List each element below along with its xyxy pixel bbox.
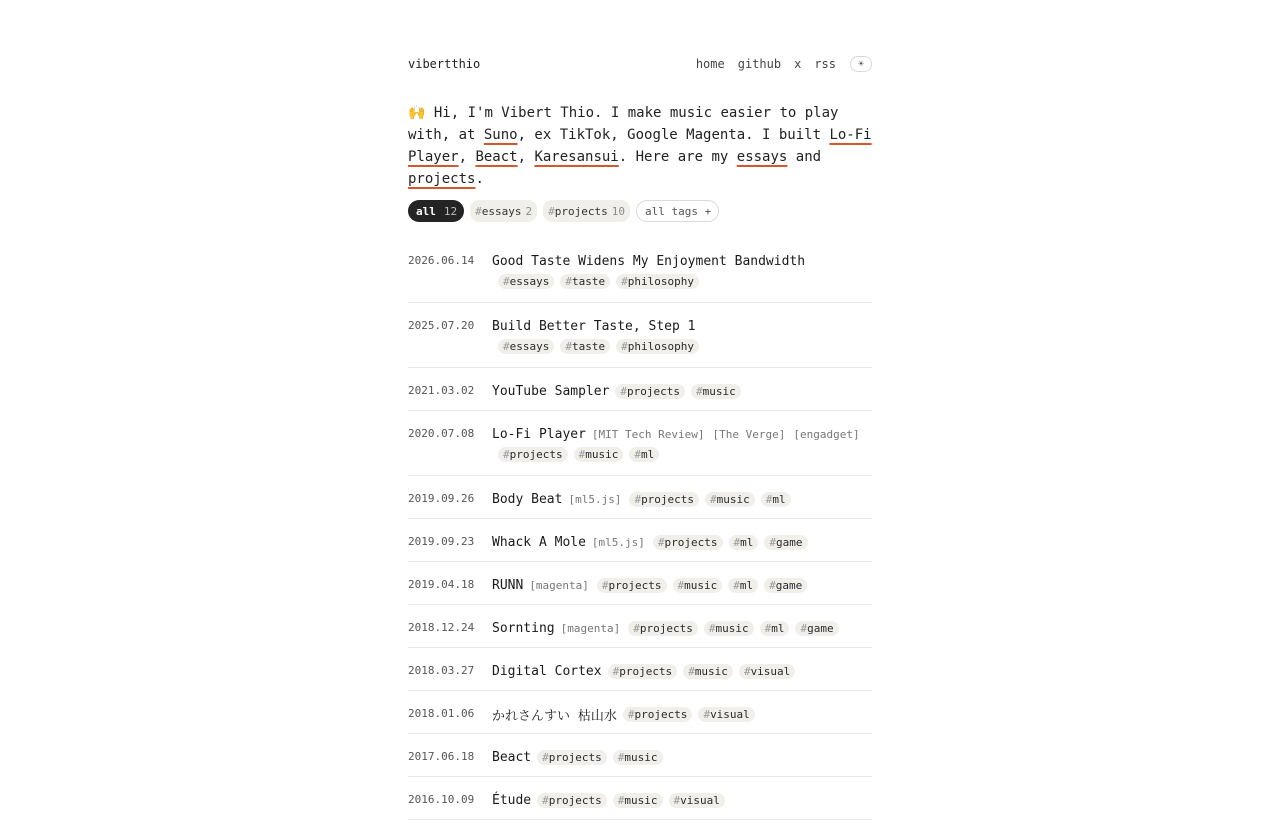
tag-projects[interactable]	[498, 447, 568, 462]
hash-symbol: #	[634, 448, 641, 461]
hash-symbol: #	[565, 340, 572, 353]
hash-symbol: #	[733, 535, 741, 549]
post-row	[408, 519, 872, 562]
tag-label: ml	[740, 535, 754, 549]
link-suno[interactable]: Suno	[483, 127, 518, 143]
tag-filters	[408, 200, 725, 222]
post-content	[492, 705, 872, 723]
tag-label: projects	[548, 750, 602, 764]
hash-symbol: #	[548, 204, 555, 218]
post-list	[408, 238, 872, 820]
tag-ml[interactable]	[729, 535, 759, 550]
tag-music[interactable]	[683, 664, 733, 679]
tag-label: ml	[739, 578, 754, 592]
hash-symbol: #	[708, 621, 716, 635]
hash-symbol: #	[733, 578, 740, 592]
tag-projects[interactable]	[608, 664, 678, 679]
tag-music[interactable]	[613, 793, 663, 808]
post-row	[408, 562, 872, 605]
tag-label: music	[702, 384, 736, 398]
main-nav	[683, 56, 872, 72]
tag-visual[interactable]	[698, 707, 754, 722]
raised-hands-icon: 🙌	[408, 105, 426, 121]
post-title-line	[492, 533, 872, 551]
post-date: 2018.01.06	[408, 707, 475, 720]
tag-label: game	[807, 621, 834, 635]
tag-game[interactable]	[764, 535, 807, 550]
theme-toggle-button[interactable]	[850, 56, 872, 72]
tag-label: visual	[710, 707, 750, 721]
intro-segment: ,	[458, 149, 476, 165]
hash-symbol: #	[633, 621, 640, 635]
tag-label: philosophy	[627, 275, 694, 288]
tag-label: projects	[664, 535, 718, 549]
filter-essays[interactable]	[470, 200, 537, 222]
hash-symbol: #	[620, 384, 628, 398]
tag-label: ml	[771, 621, 785, 635]
post-title-line	[492, 791, 872, 809]
post-content	[492, 662, 872, 680]
intro-segment: Hi, I'm Vibert Thio. I make music easier to play with, at	[408, 105, 839, 143]
post-date: 2025.07.20	[408, 319, 475, 332]
tag-ml[interactable]	[629, 447, 659, 462]
hash-symbol: #	[617, 793, 625, 807]
tag-taste[interactable]	[560, 274, 610, 289]
hash-symbol: #	[769, 535, 777, 549]
post-date: 2026.06.14	[408, 254, 475, 267]
post-title-line	[492, 576, 872, 594]
hash-symbol: #	[542, 793, 549, 807]
post-content	[492, 425, 872, 462]
tag-label: philosophy	[627, 340, 694, 353]
post-title-line	[492, 619, 872, 637]
tag-label: music	[624, 793, 658, 807]
hash-symbol: #	[696, 384, 703, 398]
tag-label: visual	[750, 664, 791, 678]
tag-label: projects	[509, 448, 563, 461]
post-title-line	[492, 705, 872, 723]
post-title-link[interactable]: かれさんすい 枯山水	[492, 708, 617, 724]
post-title-link[interactable]: Good Taste Widens My Enjoyment Bandwidth	[492, 253, 806, 269]
hash-symbol: #	[800, 621, 808, 635]
tag-label: taste	[572, 340, 606, 353]
hash-symbol: #	[503, 275, 510, 288]
tag-music[interactable]	[691, 384, 741, 399]
tag-label: taste	[572, 275, 606, 288]
tag-projects[interactable]	[597, 578, 667, 593]
post-title-line	[492, 317, 872, 335]
link-beact[interactable]: Beact	[475, 149, 518, 165]
post-source-link[interactable]: [MIT Tech Review]	[591, 427, 705, 441]
post-title-link[interactable]: Digital Cortex	[492, 663, 602, 679]
intro-segment: and	[787, 149, 822, 165]
post-title-link[interactable]: Sornting	[492, 620, 555, 636]
sun-icon: ☀	[857, 58, 865, 70]
intro-segment: . Here are my	[618, 149, 737, 165]
hash-symbol: #	[627, 707, 635, 721]
post-content	[492, 317, 872, 354]
tag-projects[interactable]	[628, 621, 698, 636]
all-tags-button[interactable]: all tags +	[636, 200, 719, 222]
post-content	[492, 533, 872, 551]
post-title-link[interactable]: Étude	[492, 792, 532, 808]
intro-segment: .	[475, 171, 484, 187]
intro-text	[408, 102, 878, 190]
hash-symbol: #	[677, 578, 685, 592]
tag-game[interactable]	[795, 621, 838, 636]
post-date: 2016.10.09	[408, 793, 475, 806]
tag-philosophy[interactable]	[616, 274, 699, 289]
post-content	[492, 382, 872, 400]
filter-label: essays	[481, 204, 522, 218]
post-title-link[interactable]: Body Beat	[492, 491, 563, 507]
hash-symbol: #	[542, 750, 549, 764]
hash-symbol: #	[769, 578, 776, 592]
hash-symbol: #	[688, 664, 695, 678]
hash-symbol: #	[673, 793, 681, 807]
intro-segment: ,	[517, 149, 535, 165]
tag-label: music	[694, 664, 728, 678]
post-date: 2019.09.26	[408, 492, 475, 505]
tag-label: projects	[619, 664, 673, 678]
post-row	[408, 734, 872, 777]
post-date: 2019.09.23	[408, 535, 475, 548]
tag-ml[interactable]	[728, 578, 758, 593]
nav-rss[interactable]: rss	[814, 57, 836, 71]
hash-symbol: #	[578, 448, 586, 461]
post-row	[408, 691, 872, 734]
post-row	[408, 605, 872, 648]
tag-music[interactable]	[574, 447, 624, 462]
post-date: 2017.06.18	[408, 750, 475, 763]
tag-label: game	[775, 578, 803, 592]
post-row	[408, 368, 872, 411]
hash-symbol: #	[503, 448, 510, 461]
tag-label: projects	[641, 492, 695, 506]
hash-symbol: #	[612, 664, 620, 678]
tag-label: essays	[509, 275, 550, 288]
link-essays[interactable]: essays	[736, 149, 788, 165]
hash-symbol: #	[503, 340, 510, 353]
tag-music[interactable]	[705, 492, 755, 507]
tag-label: music	[585, 448, 619, 461]
intro-segment: , ex TikTok, Google Magenta. I built	[517, 127, 830, 143]
post-title-line	[492, 662, 872, 680]
site-brand[interactable]: vibertthio	[408, 57, 481, 71]
hash-symbol: #	[634, 492, 642, 506]
filter-label: projects	[554, 204, 608, 218]
tag-label: projects	[634, 707, 688, 721]
post-content	[492, 791, 872, 809]
tag-projects[interactable]	[653, 535, 723, 550]
hash-symbol: #	[601, 578, 609, 592]
tag-label: game	[776, 535, 803, 549]
nav-github[interactable]: github	[737, 57, 782, 71]
tag-music[interactable]	[673, 578, 723, 593]
link-projects[interactable]: projects	[408, 171, 476, 187]
tag-label: visual	[680, 793, 720, 807]
hash-symbol: #	[621, 275, 628, 288]
hash-symbol: #	[703, 707, 711, 721]
tag-projects[interactable]	[629, 492, 699, 507]
post-content	[492, 252, 872, 289]
tag-taste[interactable]	[560, 339, 610, 354]
post-title-line	[492, 252, 872, 270]
tag-game[interactable]	[764, 578, 807, 593]
filter-all[interactable]	[408, 200, 464, 222]
tag-label: music	[716, 492, 750, 506]
tag-projects[interactable]	[537, 750, 607, 765]
post-source-link[interactable]: [engadget]	[793, 427, 860, 441]
tag-label: essays	[509, 340, 550, 353]
tag-visual[interactable]	[739, 664, 795, 679]
post-source-link[interactable]: [ml5.js]	[591, 535, 645, 549]
post-date: 2018.12.24	[408, 621, 475, 634]
hash-symbol: #	[565, 275, 572, 288]
post-content	[492, 619, 872, 637]
post-row	[408, 648, 872, 691]
post-title-link[interactable]: Build Better Taste, Step 1	[492, 318, 696, 334]
tag-label: ml	[772, 492, 786, 506]
post-source-link[interactable]: [magenta]	[560, 621, 621, 635]
hash-symbol: #	[621, 340, 628, 353]
post-tags	[498, 339, 872, 354]
post-title-line	[492, 425, 872, 443]
filter-label: all	[416, 204, 436, 218]
filter-count: 10	[611, 204, 625, 218]
tag-ml[interactable]	[760, 621, 790, 636]
post-row	[408, 303, 872, 368]
post-row	[408, 476, 872, 519]
tag-projects[interactable]	[537, 793, 607, 808]
tag-label: music	[715, 621, 749, 635]
post-title-link[interactable]: Beact	[492, 749, 532, 765]
post-date: 2020.07.08	[408, 427, 475, 440]
post-tags	[498, 274, 872, 289]
post-date: 2018.03.27	[408, 664, 475, 677]
tag-projects[interactable]	[615, 384, 685, 399]
hash-symbol: #	[743, 664, 751, 678]
tag-essays[interactable]	[498, 274, 554, 289]
filter-count: 12	[443, 204, 458, 218]
header	[408, 56, 872, 74]
post-title-link[interactable]: Lo-Fi Player	[492, 426, 586, 442]
tag-label: music	[624, 750, 658, 764]
post-title-line	[492, 748, 872, 766]
post-date: 2021.03.02	[408, 384, 475, 397]
post-title-link[interactable]: RUNN	[492, 577, 524, 593]
hash-symbol: #	[764, 621, 772, 635]
link-karesansui[interactable]: Karesansui	[534, 149, 619, 165]
nav-home[interactable]: home	[695, 57, 725, 71]
tag-essays[interactable]	[498, 339, 554, 354]
post-content	[492, 748, 872, 766]
tag-philosophy[interactable]	[616, 339, 699, 354]
nav-x[interactable]: x	[794, 57, 802, 71]
post-source-link[interactable]: [The Verge]	[712, 427, 786, 441]
tag-label: music	[684, 578, 718, 592]
post-content	[492, 576, 872, 594]
post-title-line	[492, 490, 872, 508]
tag-label: projects	[608, 578, 662, 592]
post-row	[408, 777, 872, 820]
post-content	[492, 490, 872, 508]
tag-label: ml	[640, 448, 655, 461]
hash-symbol: #	[657, 535, 665, 549]
link-lofi-player[interactable]: Lo-Fi Player	[408, 127, 872, 165]
tag-label: projects	[639, 621, 693, 635]
hash-symbol: #	[710, 492, 717, 506]
filter-projects[interactable]	[543, 200, 630, 222]
post-source-link[interactable]: [magenta]	[529, 578, 589, 592]
hash-symbol: #	[617, 750, 625, 764]
tag-ml[interactable]	[761, 492, 791, 507]
filter-count: 2	[525, 204, 533, 218]
post-date: 2019.04.18	[408, 578, 475, 591]
post-title-link[interactable]: YouTube Sampler	[492, 383, 610, 399]
post-row	[408, 411, 872, 476]
tag-projects[interactable]	[623, 707, 693, 722]
tag-music[interactable]	[704, 621, 754, 636]
tag-label: projects	[548, 793, 602, 807]
tag-music[interactable]	[613, 750, 663, 765]
post-title-link[interactable]: Whack A Mole	[492, 534, 586, 550]
hash-symbol: #	[475, 204, 482, 218]
post-title-line	[492, 382, 872, 400]
post-tags	[498, 447, 872, 462]
post-source-link[interactable]: [ml5.js]	[568, 492, 622, 506]
tag-visual[interactable]	[669, 793, 725, 808]
tag-label: projects	[627, 384, 681, 398]
post-row	[408, 238, 872, 303]
hash-symbol: #	[765, 492, 773, 506]
